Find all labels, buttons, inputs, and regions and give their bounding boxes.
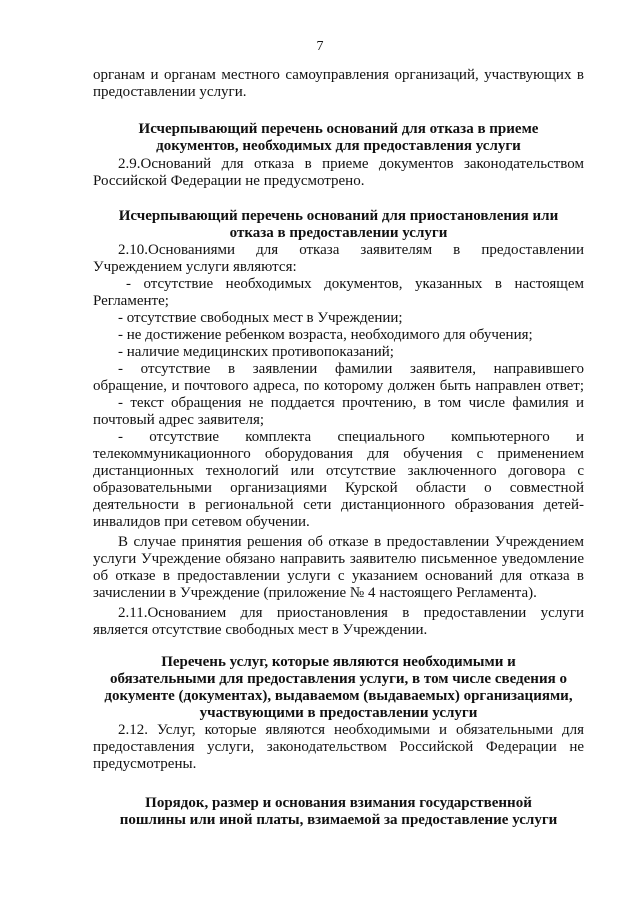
section-2-line-10: - текст обращения не поддается прочтению, в том числе фамилия и: [118, 395, 584, 411]
section-2-line-5: - отсутствие свободных мест в Учреждении;: [118, 310, 403, 326]
section-2-line-13: телекоммуникационного оборудования для обучения с применением: [93, 446, 584, 462]
page-number: 7: [316, 39, 324, 54]
section-2-line-6: - не достижение ребенком возраста, необходимого для обучения;: [118, 327, 533, 343]
section-2-line-22: 2.11.Основанием для приостановления в предоставлении услуги: [118, 605, 584, 621]
section-2-line-9: обращение, и почтового адреса, по которому должен быть направлен ответ;: [93, 378, 584, 394]
section-2-line-16: деятельности в региональной сети дистанционного образования детей-: [93, 497, 584, 513]
section-2-line-12: - отсутствие комплекта специального компьютерного и: [118, 429, 584, 445]
section-4-heading-line-1: Порядок, размер и основания взимания государственной: [145, 795, 532, 811]
section-2-line-3: - отсутствие необходимых документов, указанных в настоящем: [126, 276, 584, 292]
section-2-heading-line-2: отказа в предоставлении услуги: [229, 225, 448, 241]
section-2-line-8: - отсутствие в заявлении фамилии заявителя, направившего: [118, 361, 584, 377]
section-2-line-1: 2.10.Основаниями для отказа заявителям в предоставлении: [118, 242, 584, 258]
section-4-heading-line-2: пошлины или иной платы, взимаемой за предоставление услуги: [119, 812, 558, 828]
section-1-para-line-2: Российской Федерации не предусмотрено.: [93, 173, 365, 189]
section-2-line-7: - наличие медицинских противопоказаний;: [118, 344, 394, 360]
section-2-line-14: дистанционных технологий или отсутствие заключенного договора с: [93, 463, 584, 479]
section-1-para-line-1: 2.9.Оснований для отказа в приеме документов законодательством: [118, 156, 584, 172]
intro-line-1: органам и органам местного самоуправления организаций, участвующих в: [93, 67, 584, 83]
section-3-para-line-3: предусмотрены.: [93, 756, 197, 772]
section-2-line-21: зачислении в Учреждение (приложение № 4 настоящего Регламента).: [93, 585, 537, 601]
section-3-para-line-2: предоставления услуги, законодательством Российской Федерации не: [93, 739, 584, 755]
section-3-heading-line-1: Перечень услуг, которые являются необходимыми и: [161, 654, 516, 670]
section-3-heading-line-2: обязательными для предоставления услуги, в том числе сведения о: [110, 671, 567, 687]
section-2-line-2: Учреждением услуги являются:: [93, 259, 297, 275]
section-2-line-23: является отсутствие свободных мест в Учреждении.: [93, 622, 428, 638]
section-2-line-17: инвалидов при сетевом обучении.: [93, 514, 310, 530]
section-1-heading-line-1: Исчерпывающий перечень оснований для отказа в приеме: [138, 121, 539, 137]
section-2-heading-line-1: Исчерпывающий перечень оснований для приостановления или: [118, 208, 559, 224]
section-3-heading-line-4: участвующими в предоставлении услуги: [199, 705, 478, 721]
intro-line-2: предоставлении услуги.: [93, 84, 247, 100]
section-1-heading-line-2: документов, необходимых для предоставления услуги: [156, 138, 521, 154]
section-2-line-20: об отказе в предоставлении услуги с указанием оснований для отказа в: [93, 568, 584, 584]
section-2-line-11: почтовый адрес заявителя;: [93, 412, 265, 428]
section-2-line-15: образовательными организациями Курской области о совместной: [93, 480, 584, 496]
section-2-line-19: услуги Учреждение обязано направить заявителю письменное уведомление: [93, 551, 584, 567]
section-2-line-4: Регламенте;: [93, 293, 169, 309]
section-3-para-line-1: 2.12. Услуг, которые являются необходимыми и обязательными для: [118, 722, 584, 738]
section-2-line-18: В случае принятия решения об отказе в предоставлении Учреждением: [118, 534, 584, 550]
section-3-heading-line-3: документе (документах), выдаваемом (выдаваемых) организациями,: [104, 688, 573, 704]
